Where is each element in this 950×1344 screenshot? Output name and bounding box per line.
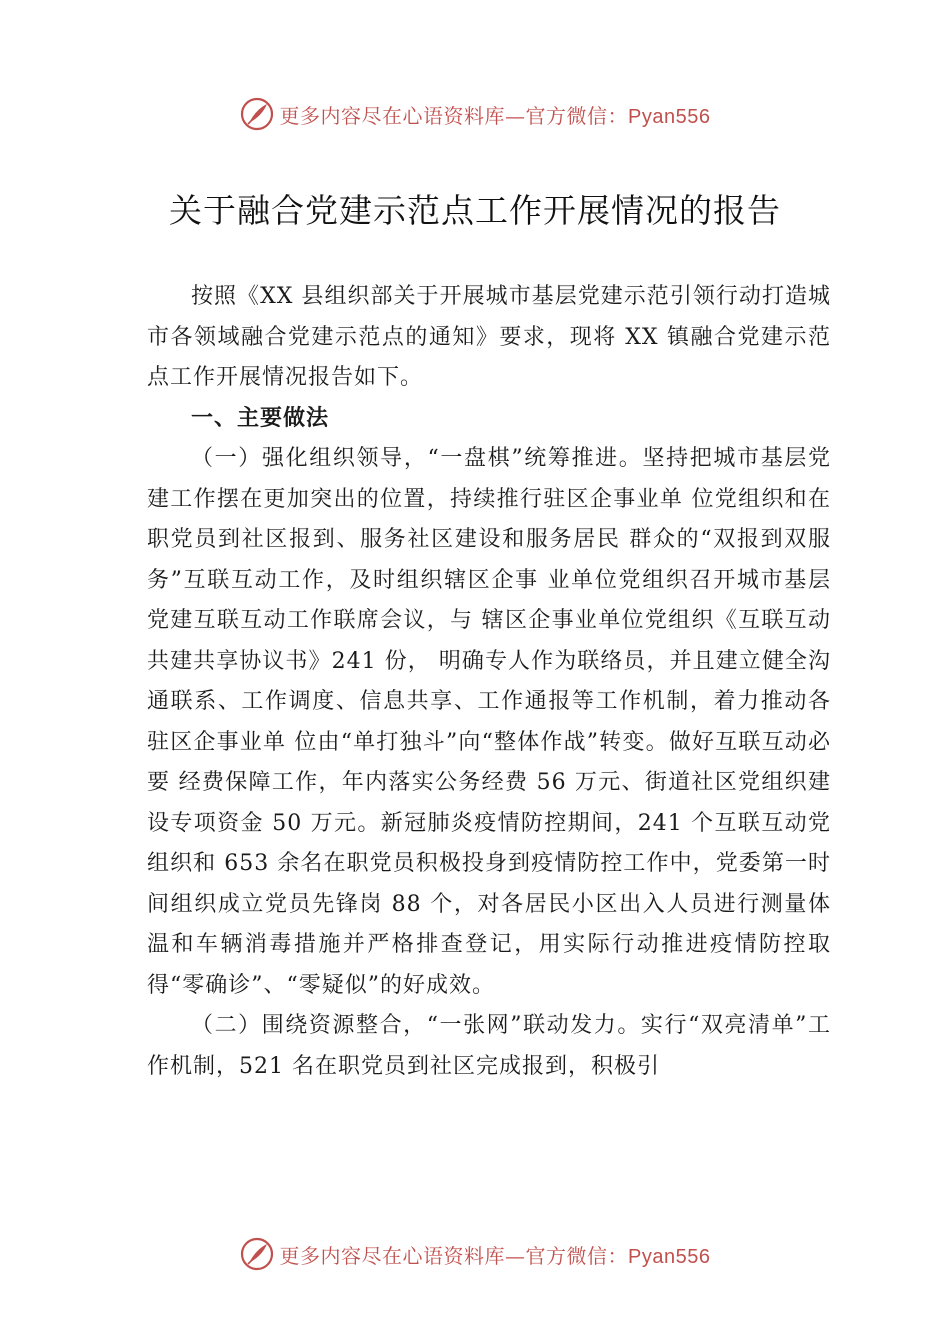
banner-text [280, 1240, 711, 1269]
intro-paragraph: 按照《XX 县组织部关于开展城市基层党建示范引领行动打造城市各领域融合党建示范点的通知》要求，现将 XX 镇融合党建示范点工作开展情况报告如下。 [147, 284, 831, 390]
wechat-account: Pyan556 [628, 105, 711, 128]
section-heading: 一、主要做法 [191, 405, 330, 431]
document-title: 关于融合党建示范点工作开展情况的报告 [169, 191, 781, 230]
banner-label: 更多内容尽在心语资料库—官方微信： [279, 103, 629, 128]
banner-text [280, 100, 711, 129]
document-body [147, 277, 831, 1087]
wechat-account: Pyan556 [628, 1245, 711, 1268]
quill-logo-icon [240, 97, 274, 131]
paragraph-1: （一）强化组织领导，“一盘棋”统筹推进。坚持把城市基层党建工作摆在更加突出的位置，持续推行驻区企事业单 位党组织和在职党员到社区报到、服务社区建设和服务居民 群众的“双报到双服务”互联互动工作，及时组织辖区企事 业单位党组织召开城市基层党建互联互动工作联席会议，与 辖区企事业单位党组织《互联互动共建共享协议书》241 份， 明确专人作为联络员，并且建立健全沟通联系、工作调度、信息共享、工作通报等工作机制，着力推动各驻区企事业单 位由“单打独斗”向“整体作战”转变。做好互联互动必要 经费保障工作，年内落实公务经费 56 万元、街道社区党组织建设专项资金 50 万元。新冠肺炎疫情防控期间，241 个互联互动党组织和 653 余名在职党员积极投身到疫情防控工作中，党委第一时间组织成立党员先锋岗 88 个，对各居民小区出入人员进行测量体温和车辆消毒措施并严格排查登记，用实际行动推进疫情防控取得“零确诊”、“零疑似”的好成效。 [147, 446, 831, 998]
quill-logo-icon [240, 1237, 274, 1271]
paragraph-2: （二）围绕资源整合，“一张网”联动发力。实行“双亮清单”工作机制，521 名在职党员到社区完成报到，积极引 [147, 1013, 831, 1079]
footer-banner [0, 1232, 950, 1276]
banner-label: 更多内容尽在心语资料库—官方微信： [279, 1243, 629, 1268]
header-banner [0, 92, 950, 136]
